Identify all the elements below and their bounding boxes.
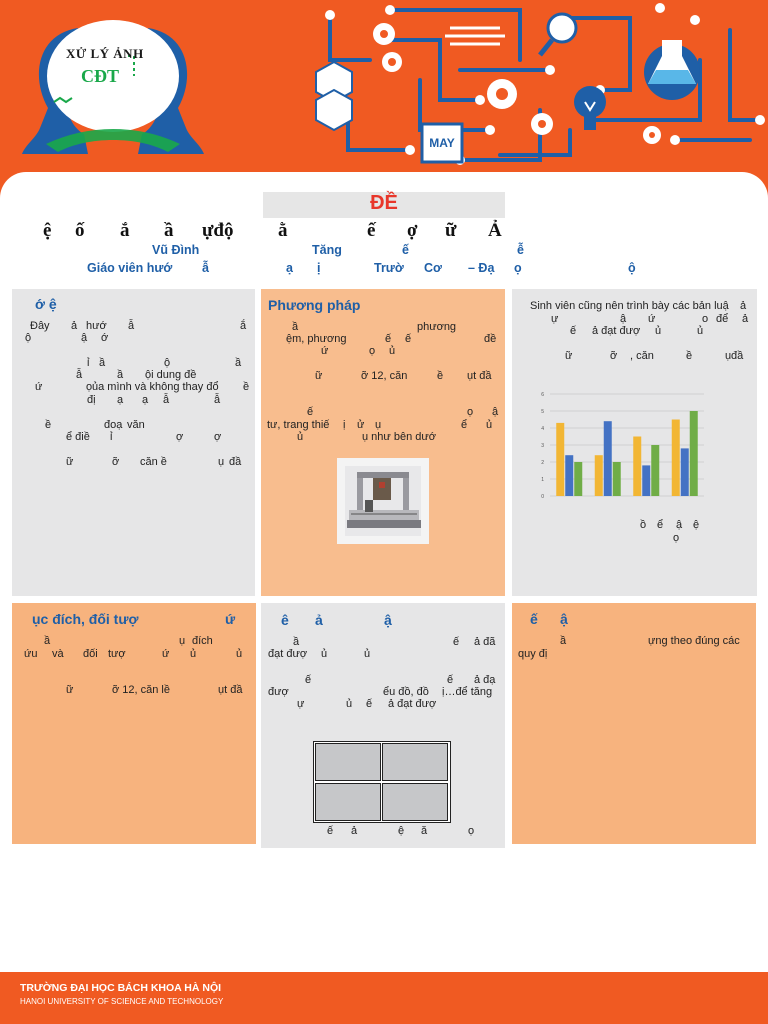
chart-y-tick-label: 6 (541, 392, 544, 398)
chart-y-tick-label: 0 (541, 494, 544, 500)
image-grid-cell (382, 743, 448, 781)
chart-bar (613, 462, 621, 496)
chart-bar (681, 448, 689, 496)
chart-y-tick-label: 5 (541, 409, 544, 415)
chart-y-tick-label: 3 (541, 443, 544, 449)
chart-bar (574, 462, 582, 496)
chart-bar (595, 455, 603, 496)
purpose-heading-tail: ứ (225, 611, 236, 627)
chart-bar (672, 420, 680, 497)
logo-line2: CĐT (81, 66, 120, 86)
purpose-heading: ục đích, đối tượ (32, 611, 139, 627)
image-grid-cell (382, 783, 448, 821)
chart-bar (556, 423, 564, 496)
university-name-vi: TRƯỜNG ĐẠI HỌC BÁCH KHOA HÀ NỘI (20, 982, 222, 994)
logo-emblem (18, 16, 208, 162)
intro-heading: ớ ệ (35, 296, 57, 312)
chart-bar (690, 411, 698, 496)
image-grid-cell (315, 743, 381, 781)
chart-bar (565, 455, 573, 496)
calendar-label: MAY (429, 136, 455, 150)
circuit-illustration (300, 0, 768, 175)
chart-bar (604, 421, 612, 496)
chart-y-tick-label: 1 (541, 477, 544, 483)
cnc-machine-image (337, 458, 429, 544)
chart-bar (651, 445, 659, 496)
poster-title: ĐỀ (370, 192, 398, 214)
method-heading: Phương pháp (268, 297, 361, 313)
results-bar-chart (536, 388, 714, 500)
chart-bar (633, 437, 641, 497)
image-grid-cell (315, 783, 381, 821)
chart-y-tick-label: 2 (541, 460, 544, 466)
chart-bar (642, 465, 650, 496)
university-name-en: HANOI UNIVERSITY OF SCIENCE AND TECHNOLOGY (20, 997, 224, 1006)
logo-line1: XỬ LÝ ẢNH (66, 46, 144, 61)
chart-y-tick-label: 4 (541, 426, 544, 432)
